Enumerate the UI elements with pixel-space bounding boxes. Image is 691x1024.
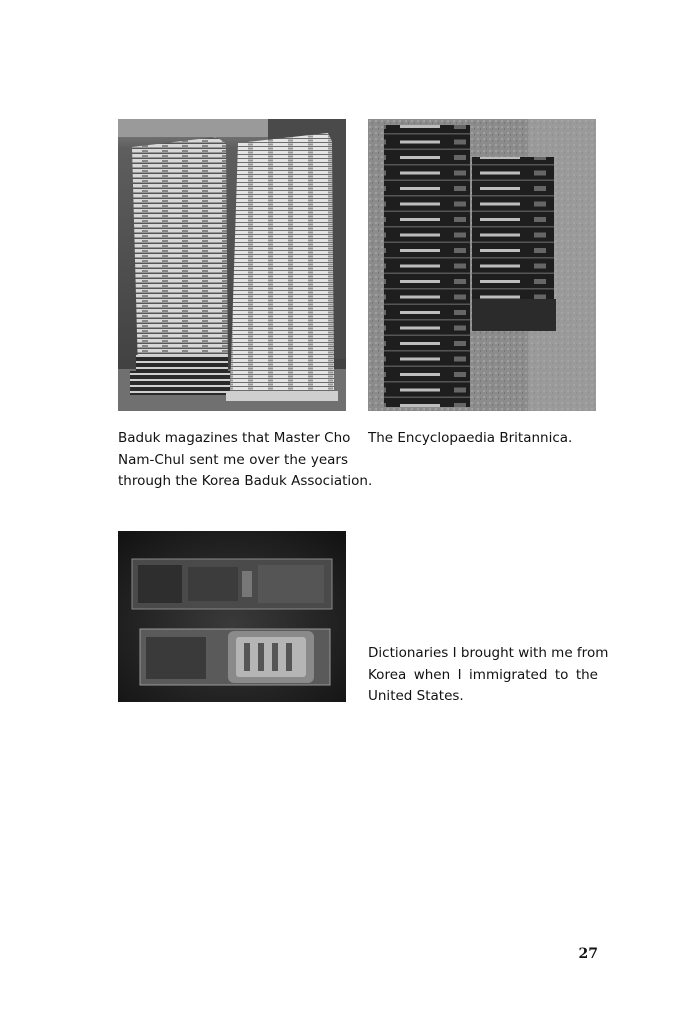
dictionaries-caption bbox=[368, 643, 609, 708]
caption-line: United States. bbox=[368, 688, 464, 704]
page-number: 27 bbox=[578, 946, 598, 962]
caption-line: Baduk magazines that Master Cho bbox=[118, 430, 351, 446]
caption-line: The Encyclopaedia Britannica. bbox=[368, 430, 573, 446]
caption-line: Nam-Chul sent me over the years bbox=[118, 451, 348, 468]
caption-line: through the Korea Baduk Association. bbox=[118, 473, 373, 489]
encyclopedia-caption bbox=[368, 428, 598, 450]
baduk-magazines-photo bbox=[118, 119, 346, 411]
encyclopedia-photo bbox=[368, 119, 596, 411]
caption-line: Dictionaries I brought with me from bbox=[368, 645, 609, 661]
caption-line: Korea when I immigrated to the bbox=[368, 666, 598, 683]
magazines-caption bbox=[118, 428, 373, 493]
dictionaries-photo bbox=[118, 531, 346, 702]
